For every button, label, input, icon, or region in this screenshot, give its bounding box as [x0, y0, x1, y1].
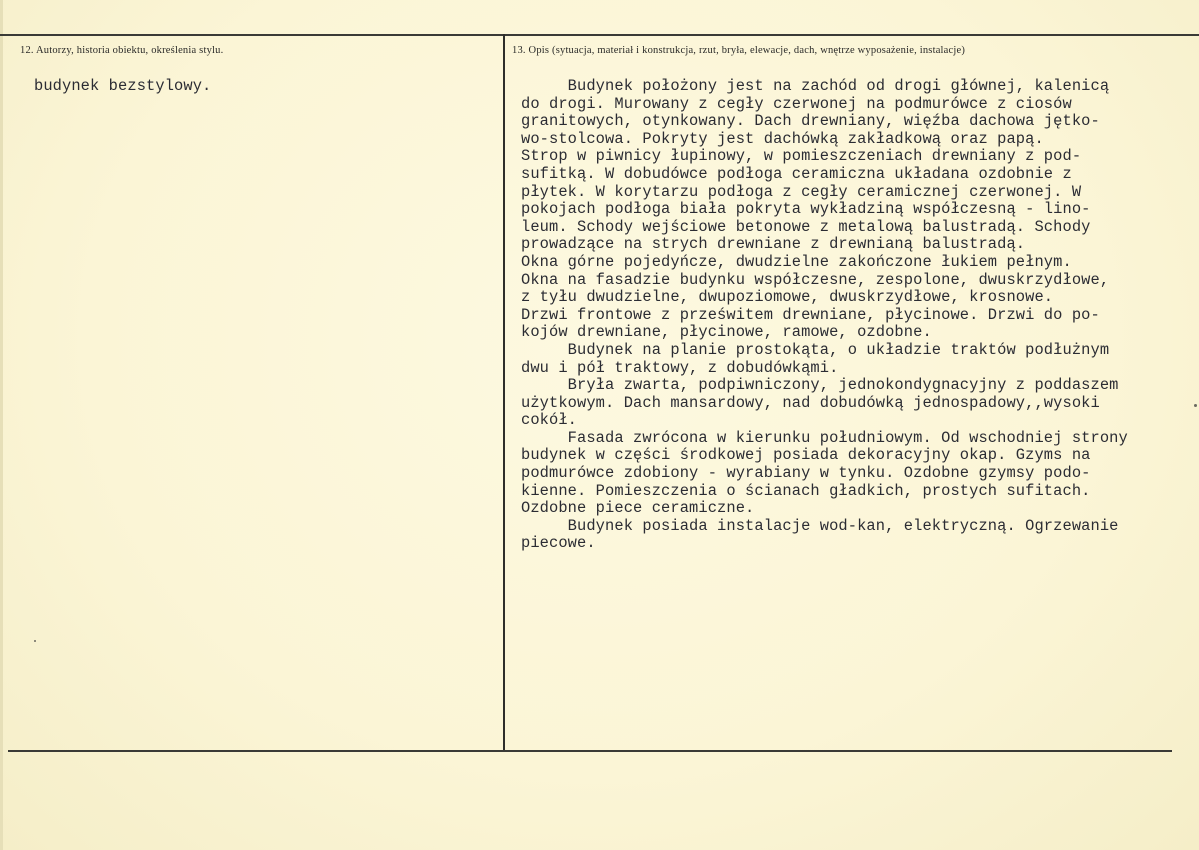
body-line: granitowych, otynkowany. Dach drewniany, więźba dachowa jętko- [521, 112, 1100, 131]
body-line: Okna na fasadzie budynku współczesne, zespolone, dwuskrzydłowe, [521, 270, 1110, 289]
body-line: użytkowym. Dach mansardowy, nad dobudówką jednospadowy,,wysoki [521, 393, 1100, 412]
body-line: cokół. [521, 411, 578, 430]
body-line: Budynek położony jest na zachód od drogi głównej, kalenicą [521, 77, 1110, 95]
body-line: do drogi. Murowany z cegły czerwonej na podmurówce z ciosów [521, 94, 1072, 113]
top-rule [0, 34, 1199, 36]
bottom-rule [8, 750, 1172, 752]
paper-speck [1194, 404, 1197, 407]
body-line: kienne. Pomieszczenia o ścianach gładkich, prostych sufitach. [521, 481, 1091, 500]
body-line: Budynek posiada instalacje wod-kan, elektryczną. Ogrzewanie [521, 516, 1119, 535]
section-12-header: 12. Autorzy, historia obiektu, określenia stylu. [20, 45, 224, 56]
body-line: leum. Schody wejściowe betonowe z metalową balustradą. Schody [521, 217, 1091, 236]
body-line: pokojach podłoga biała pokryta wykładziną współczesną - lino- [521, 200, 1091, 219]
body-line: piecowe. [521, 534, 596, 553]
body-line: wo-stolcowa. Pokryty jest dachówką zakładkową oraz papą. [521, 129, 1044, 148]
body-line: kojów drewniane, płycinowe, ramowe, ozdobne. [521, 323, 932, 342]
section-13-header: 13. Opis (sytuacja, materiał i konstrukcja, rzut, bryła, elewacje, dach, wnętrze wyposażenie, instalacje) [512, 45, 966, 56]
body-line: z tyłu dwudzielne, dwupoziomowe, dwuskrzydłowe, krosnowe. [521, 288, 1054, 307]
body-line: budynek w części środkowej posiada dekoracyjny okap. Gzyms na [521, 446, 1091, 465]
body-line: podmurówce zdobiony - wyrabiany w tynku. Ozdobne gzymsy podo- [521, 464, 1091, 483]
body-line: płytek. W korytarzu podłoga z cegły ceramicznej czerwonej. W [521, 182, 1082, 201]
body-line: Okna górne pojedyńcze, dwudzielne zakończone łukiem pełnym. [521, 252, 1072, 271]
body-line: Ozdobne piece ceramiczne. [521, 499, 755, 518]
body-line: Bryła zwarta, podpiwniczony, jednokondygnacyjny z poddaszem [521, 376, 1119, 395]
section-13-body [521, 78, 1128, 553]
body-line: Strop w piwnicy łupinowy, w pomieszczeniach drewniany z pod- [521, 147, 1082, 166]
body-line: dwu i pół traktowy, z dobudówkąmi. [521, 358, 839, 377]
body-line: Fasada zwrócona w kierunku południowym. Od wschodniej strony [521, 428, 1128, 447]
body-line: Drzwi frontowe z prześwitem drewniane, płycinowe. Drzwi do po- [521, 305, 1100, 324]
card-edge [0, 0, 3, 850]
body-line: prowadzące na strych drewniane z drewnianą balustradą. [521, 235, 1026, 254]
section-12-text: budynek bezstylowy. [34, 77, 212, 95]
column-divider [503, 34, 505, 752]
body-line: Budynek na planie prostokąta, o układzie traktów podłużnym [521, 340, 1110, 359]
paper-speck [34, 640, 36, 642]
body-line: sufitką. W dobudówce podłoga ceramiczna układana ozdobnie z [521, 164, 1072, 183]
